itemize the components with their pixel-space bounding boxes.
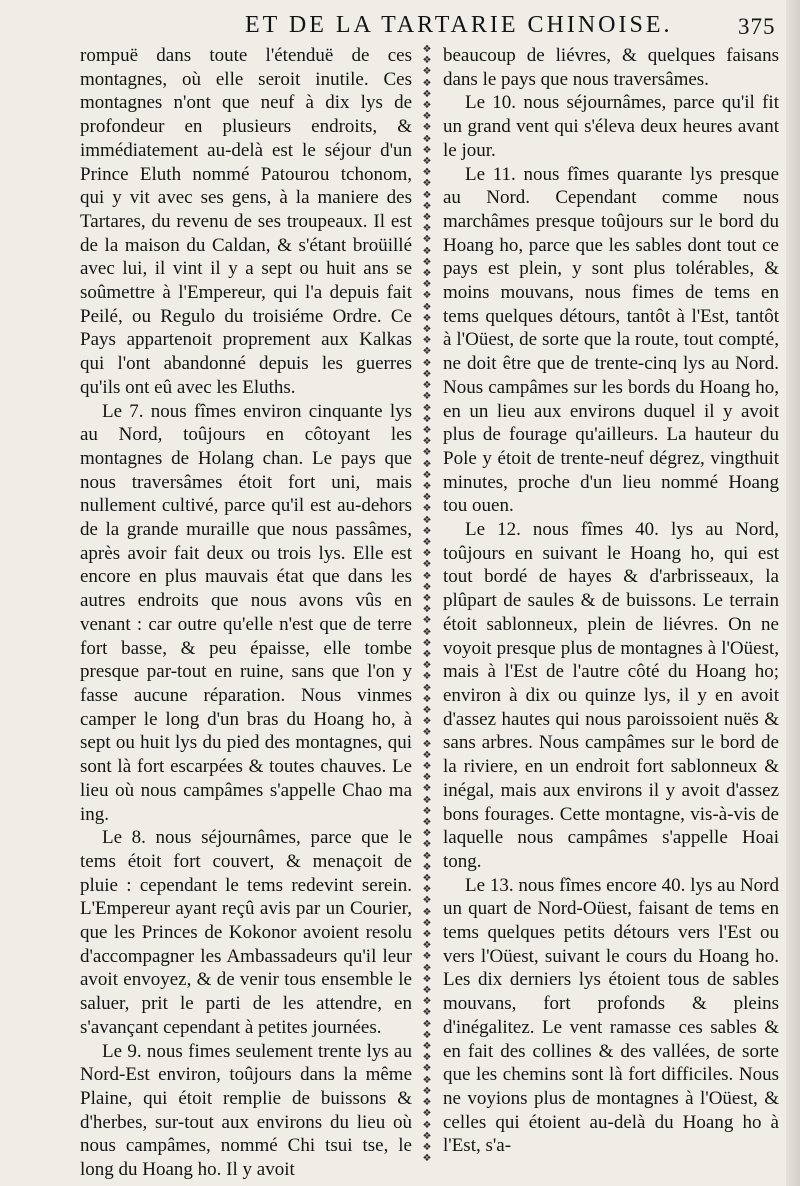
ornament-glyph: ❖ [422,1074,432,1086]
ornament-glyph: ❖ [422,1097,432,1109]
ornament-glyph: ❖ [422,570,432,582]
page-number: 375 [738,14,776,39]
ornament-glyph: ❖ [422,279,432,291]
ornament-glyph: ❖ [422,357,432,369]
ornament-glyph: ❖ [422,604,432,616]
ornament-glyph: ❖ [422,133,432,145]
running-title: ET DE LA TARTARIE CHINOISE. [245,12,673,38]
ornament-glyph: ❖ [422,245,432,257]
ornament-glyph: ❖ [422,380,432,392]
ornament-glyph: ❖ [422,929,432,941]
ornament-glyph: ❖ [422,1007,432,1019]
ornament-glyph: ❖ [422,77,432,89]
ornament-glyph: ❖ [422,1130,432,1142]
ornament-glyph: ❖ [422,828,432,840]
ornament-glyph: ❖ [422,906,432,918]
ornament-glyph: ❖ [422,895,432,907]
ornament-glyph: ❖ [422,223,432,235]
ornament-glyph: ❖ [422,290,432,302]
ornament-glyph: ❖ [422,178,432,190]
ornament-glyph: ❖ [422,682,432,694]
ornament-glyph: ❖ [422,492,432,504]
ornament-glyph: ❖ [422,525,432,537]
ornament-glyph: ❖ [422,805,432,817]
ornament-glyph: ❖ [422,55,432,67]
paragraph: Le 13. nous fîmes encore 40. lys au Nord un quart de Nord-Oüest, faisant de tems en tems quelques petits détours vers l'Est ou vers l'Oüest, suivant le cours du Hoang ho. Les dix derniers lys étoient tous de sables mouvans, fort profonds & pleins d'inégalitez. Le vent ramasse ces sables & en fait des collines & des vallées, de sorte que les chemins sont là fort difficiles. Nous ne voyions plus de montagnes à l'Oüest, & celles qui étoient au-delà du Hoang ho à l'Est, s'a- [443,874,779,1157]
ornament-glyph: ❖ [422,324,432,336]
ornament-glyph: ❖ [422,1018,432,1030]
ornament-glyph: ❖ [422,749,432,761]
ornament-glyph: ❖ [422,615,432,627]
ornament-glyph: ❖ [422,156,432,168]
ornament-glyph: ❖ [422,212,432,224]
ornament-glyph: ❖ [422,436,432,448]
ornament-glyph: ❖ [422,312,432,324]
ornament-glyph: ❖ [422,514,432,526]
ornament-glyph: ❖ [422,268,432,280]
ornament-glyph: ❖ [422,559,432,571]
ornament-glyph: ❖ [422,985,432,997]
ornament-glyph: ❖ [422,100,432,112]
ornament-glyph: ❖ [422,637,432,649]
ornament-glyph: ❖ [422,301,432,313]
ornament-glyph: ❖ [422,391,432,403]
ornament-glyph: ❖ [422,346,432,358]
paragraph: Le 10. nous séjournâmes, parce qu'il fit un grand vent qui s'éleva deux heures avant le jour. [443,92,779,161]
ornament-glyph: ❖ [422,44,432,55]
paragraph: Le 12. nous fîmes 40. lys au Nord, toûjours en suivant le Hoang ho, qui est tout bordé de hayes & d'arbrisseaux, la plûpart de saules & de buissons. Le terrain étoit sablonneux, plein de liévres. On ne voyoit presque plus de montagnes à l'Oüest, mais à l'Est de l'autre côté du Hoang ho; environ à dix ou quinze lys, il y en avoit d'assez hautes qui nous paroissoient nuës & sans arbres. Nous campâmes sur le bord de la riviere, en un endroit fort sablonneux & inégal, mais aux environs il y avoit d'assez bons fourages. Cette montagne, vis-à-vis de laquelle nous campâmes s'appelle Hoai tong. [443,519,779,872]
ornament-glyph: ❖ [422,839,432,851]
ornament-glyph: ❖ [422,189,432,201]
ornament-glyph: ❖ [422,368,432,380]
ornament-glyph: ❖ [422,200,432,212]
column-divider-ornament [420,44,434,1162]
ornament-glyph: ❖ [422,1119,432,1131]
page-edge-shadow [786,0,800,1186]
ornament-glyph: ❖ [422,424,432,436]
ornament-glyph: ❖ [422,693,432,705]
ornament-glyph: ❖ [422,234,432,246]
ornament-glyph: ❖ [422,402,432,414]
ornament-glyph: ❖ [422,962,432,974]
ornament-glyph: ❖ [422,581,432,593]
ornament-glyph: ❖ [422,761,432,772]
paragraph: Le 7. nous fîmes environ cinquante lys au Nord, toûjours en côtoyant les montagnes de Holang chan. Le pays que nous traversâmes étoit fort uni, mais nullement cultivé, parce qu'il est au-dehors de la grande muraille que nous passâmes, après avoir fait deux ou trois lys. Elle est encore en plus mauvais état que dans les autres endroits que nous avons vûs en venant : car outre qu'elle n'est que de terre fort basse, & peu épaisse, elle tombe presque par-tout en ruine, sans que l'on y fasse aucune réparation. Nous vinmes camper le long d'un bras du Hoang ho, à sept ou huit lys du pied des montagnes, qui sont là fort escarpées & toutes chauves. Le lieu où nous campâmes s'appelle Chao ma ing. [80,400,412,825]
ornament-glyph: ❖ [422,1052,432,1064]
ornament-glyph: ❖ [422,794,432,806]
ornament-glyph: ❖ [422,648,432,660]
ornament-glyph: ❖ [422,727,432,739]
ornament-glyph: ❖ [422,660,432,672]
ornament-glyph: ❖ [422,458,432,470]
right-column [443,44,779,1158]
ornament-glyph: ❖ [422,850,432,862]
ornament-glyph: ❖ [422,167,432,179]
ornament-glyph: ❖ [422,335,432,347]
ornament-glyph: ❖ [422,144,432,156]
ornament-glyph: ❖ [422,626,432,638]
ornament-glyph: ❖ [422,1141,432,1153]
ornament-glyph: ❖ [422,671,432,683]
paragraph: beaucoup de liévres, & quelques faisans dans le pays que nous traversâmes. [443,45,779,90]
ornament-glyph: ❖ [422,111,432,123]
ornament-glyph: ❖ [422,256,432,268]
paragraph: Le 9. nous fimes seulement trente lys au Nord-Est environ, toûjours dans la même Plaine, qui étoit remplie de buissons & d'herbes, sur-tout aux environs du lieu où nous campâmes, nommé Chi tsui tse, le long du Hoang ho. Il y avoit [80,1040,412,1181]
ornament-glyph: ❖ [422,873,432,885]
ornament-glyph: ❖ [422,716,432,728]
ornament-glyph: ❖ [422,861,432,873]
ornament-glyph: ❖ [422,772,432,784]
ornament-glyph: ❖ [422,592,432,604]
ornament-glyph: ❖ [422,783,432,795]
ornament-glyph: ❖ [422,1153,432,1162]
ornament-glyph: ❖ [422,817,432,829]
paragraph: Le 8. nous séjournâmes, parce que le tems étoit fort couvert, & menaçoit de pluie : cependant le tems redevint serein. L'Empereur ayant reçû avis par un Courier, que les Princes de Kokonor avoient resolu d'accompagner les Ambassadeurs qu'il leur avoit envoyez, & de venir tous ensemble le saluer, prit le parti de les attendre, en s'avançant cependant à petites journées. [80,827,412,1038]
ornament-glyph: ❖ [422,951,432,963]
ornament-glyph: ❖ [422,447,432,459]
ornament-glyph: ❖ [422,88,432,100]
ornament-glyph: ❖ [422,66,432,78]
left-column [80,44,412,1182]
ornament-glyph: ❖ [422,413,432,425]
ornament-glyph: ❖ [422,996,432,1008]
paragraph: Le 11. nous fîmes quarante lys presque au Nord. Cependant comme nous marchâmes presque toûjours sur le bord du Hoang ho, parce que les sables dont tout ce pays est plein, y sont plus tolérables, & moins mouvans, nous fimes de tems en tems quelques détours, tantôt à l'Est, tantôt à l'Oüest, de sorte que la route, tout compté, ne doit être que de trente-cinq lys au Nord. Nous campâmes sur les bords du Hoang ho, en un lieu aux environs duquel il y avoit plus de fourage qu'ailleurs. La hauteur du Pole y étoit de trente-neuf dégrez, vingthuit minutes, proche d'un lieu nommé Hoang tou ouen. [443,163,779,517]
ornament-glyph: ❖ [422,536,432,548]
ornament-glyph: ❖ [422,973,432,985]
ornament-glyph: ❖ [422,1108,432,1120]
ornament-glyph: ❖ [422,503,432,515]
paragraph: rompuë dans toute l'étenduë de ces montagnes, où elle seroit inutile. Ces montagnes n'ont que neuf à dix lys de profondeur en plusieurs endroits, & immédiatement au-delà est le séjour d'un Prince Eluth nommé Patourou tchonom, qui y vit avec ses gens, à la maniere des Tartares, du revenu de ses troupeaux. Il est de la maison du Caldan, & s'étant broüillé avec lui, il vint il y a sept ou huit ans se soûmettre à l'Empereur, qui l'a depuis fait Peilé, ou Regulo du troisiéme Ordre. Ce Pays appartenoit proprement aux Kalkas qui l'ont abandonné depuis les guerres qu'ils ont eû avec les Eluths. [80,45,412,398]
ornament-glyph: ❖ [422,122,432,134]
ornament-glyph: ❖ [422,738,432,750]
ornament-glyph: ❖ [422,1029,432,1041]
ornament-glyph: ❖ [422,704,432,716]
ornament-glyph: ❖ [422,480,432,492]
ornament-glyph: ❖ [422,1085,432,1097]
ornament-glyph: ❖ [422,917,432,929]
ornament-glyph: ❖ [422,548,432,560]
ornament-glyph: ❖ [422,1041,432,1053]
ornament-glyph: ❖ [422,940,432,952]
ornament-glyph: ❖ [422,884,432,896]
ornament-glyph: ❖ [422,469,432,481]
ornament-glyph: ❖ [422,1063,432,1075]
